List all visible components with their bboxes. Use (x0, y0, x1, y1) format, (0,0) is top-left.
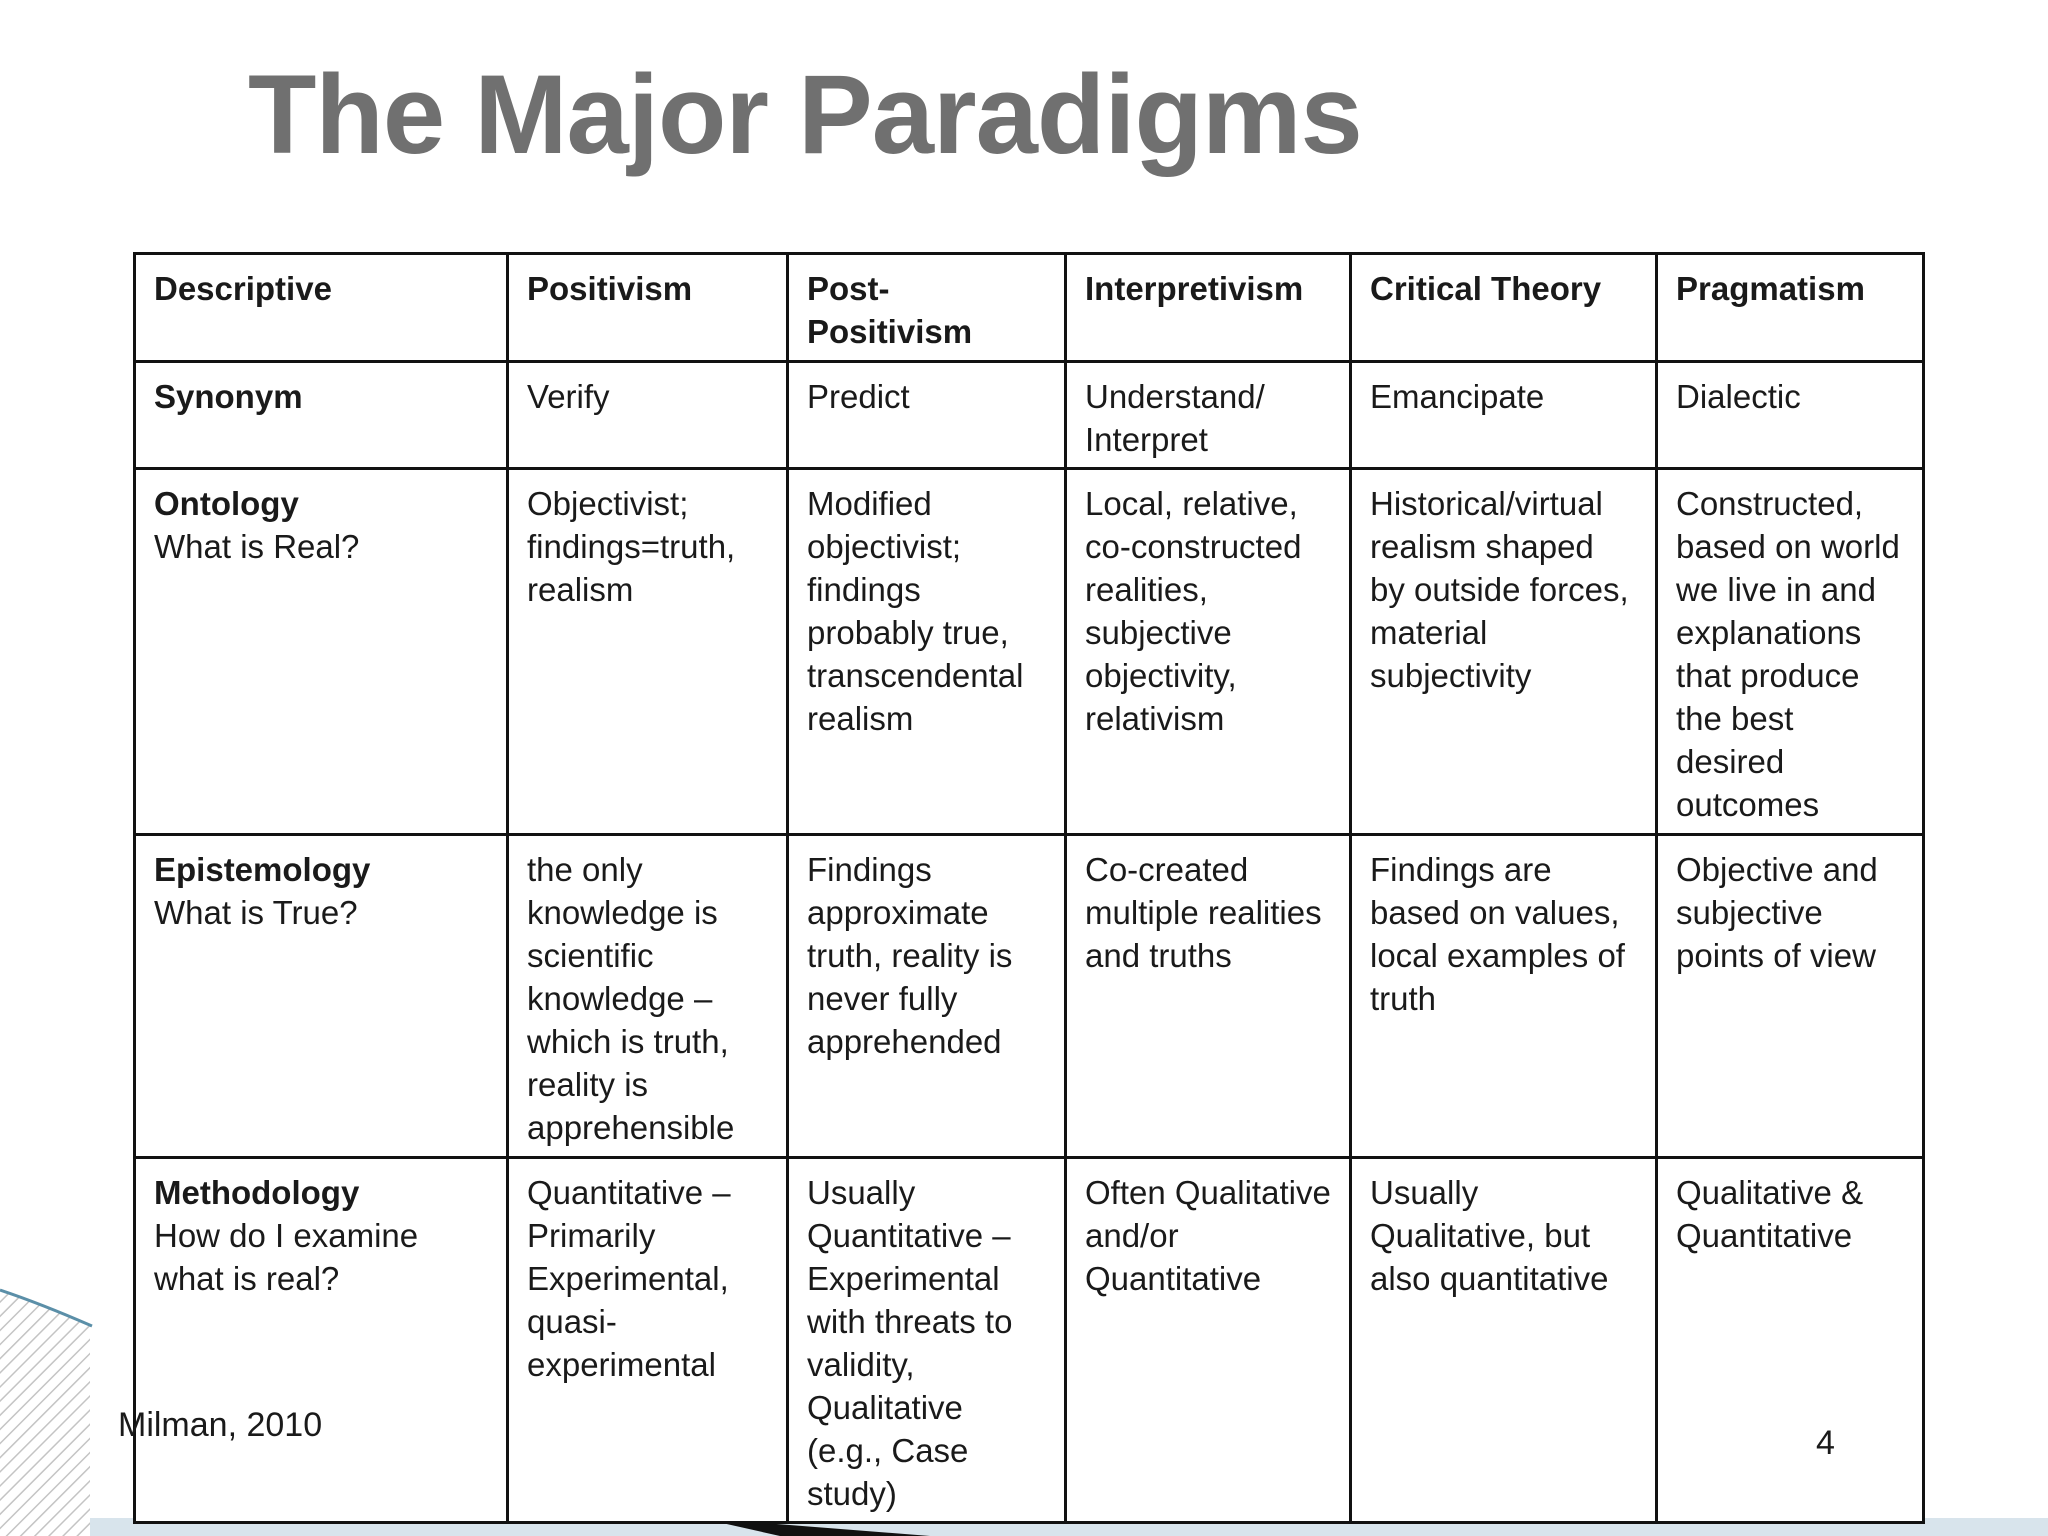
header-descriptive: Descriptive (135, 254, 508, 362)
row-label: Methodology (154, 1174, 360, 1211)
table-cell: Quantitative – Primarily Experimental, quasi-experimental (508, 1158, 788, 1523)
page-number: 4 (1816, 1424, 1835, 1462)
table-cell: Constructed, based on world we live in and explanations that produce the best desired outcomes (1657, 469, 1924, 835)
table-cell: Often Qualitative and/or Quantitative (1066, 1158, 1351, 1523)
row-label: Epistemology (154, 851, 371, 888)
row-label-cell (135, 835, 508, 1158)
table-cell: Understand/ Interpret (1066, 362, 1351, 469)
row-label-cell (135, 1158, 508, 1523)
table-row-synonym (135, 362, 1924, 469)
header-critical-theory: Critical Theory (1351, 254, 1657, 362)
slide-title: The Major Paradigms (248, 52, 1362, 177)
table-cell: Usually Qualitative, but also quantitative (1351, 1158, 1657, 1523)
source-credit: Milman, 2010 (118, 1406, 323, 1444)
header-interpretivism: Interpretivism (1066, 254, 1351, 362)
header-post-positivism: Post-Positivism (788, 254, 1066, 362)
table-cell: Emancipate (1351, 362, 1657, 469)
hatched-corner-shape (0, 1290, 90, 1536)
table-cell: Objectivist; findings=truth, realism (508, 469, 788, 835)
table-header-row (135, 254, 1924, 362)
table-row-epistemology (135, 835, 1924, 1158)
table-cell: Modified objectivist; findings probably true, transcendental realism (788, 469, 1066, 835)
table-cell: the only knowledge is scientific knowledge – which is truth, reality is apprehensible (508, 835, 788, 1158)
table-row-methodology (135, 1158, 1924, 1523)
row-label-cell (135, 469, 508, 835)
table-cell: Local, relative, co-constructed realities, subjective objectivity, relativism (1066, 469, 1351, 835)
table-cell: Historical/virtual realism shaped by outside forces, material subjectivity (1351, 469, 1657, 835)
row-label-cell (135, 362, 508, 469)
header-pragmatism: Pragmatism (1657, 254, 1924, 362)
row-sublabel: What is True? (154, 894, 358, 931)
table-cell: Usually Quantitative – Experimental with threats to validity, Qualitative (e.g., Case study) (788, 1158, 1066, 1523)
row-sublabel: How do I examine what is real? (154, 1217, 419, 1297)
row-label: Ontology (154, 485, 299, 522)
table-cell: Objective and subjective points of view (1657, 835, 1924, 1158)
header-positivism: Positivism (508, 254, 788, 362)
table-cell: Predict (788, 362, 1066, 469)
table-cell: Co-created multiple realities and truths (1066, 835, 1351, 1158)
row-label: Synonym (154, 378, 303, 415)
table-cell: Verify (508, 362, 788, 469)
table-cell: Dialectic (1657, 362, 1924, 469)
teal-swoosh-line (0, 1290, 92, 1326)
table-cell: Findings are based on values, local examples of truth (1351, 835, 1657, 1158)
paradigms-table (133, 252, 1925, 1524)
row-sublabel: What is Real? (154, 528, 360, 565)
table-row-ontology (135, 469, 1924, 835)
table-cell: Qualitative & Quantitative (1657, 1158, 1924, 1523)
table-cell: Findings approximate truth, reality is never fully apprehended (788, 835, 1066, 1158)
